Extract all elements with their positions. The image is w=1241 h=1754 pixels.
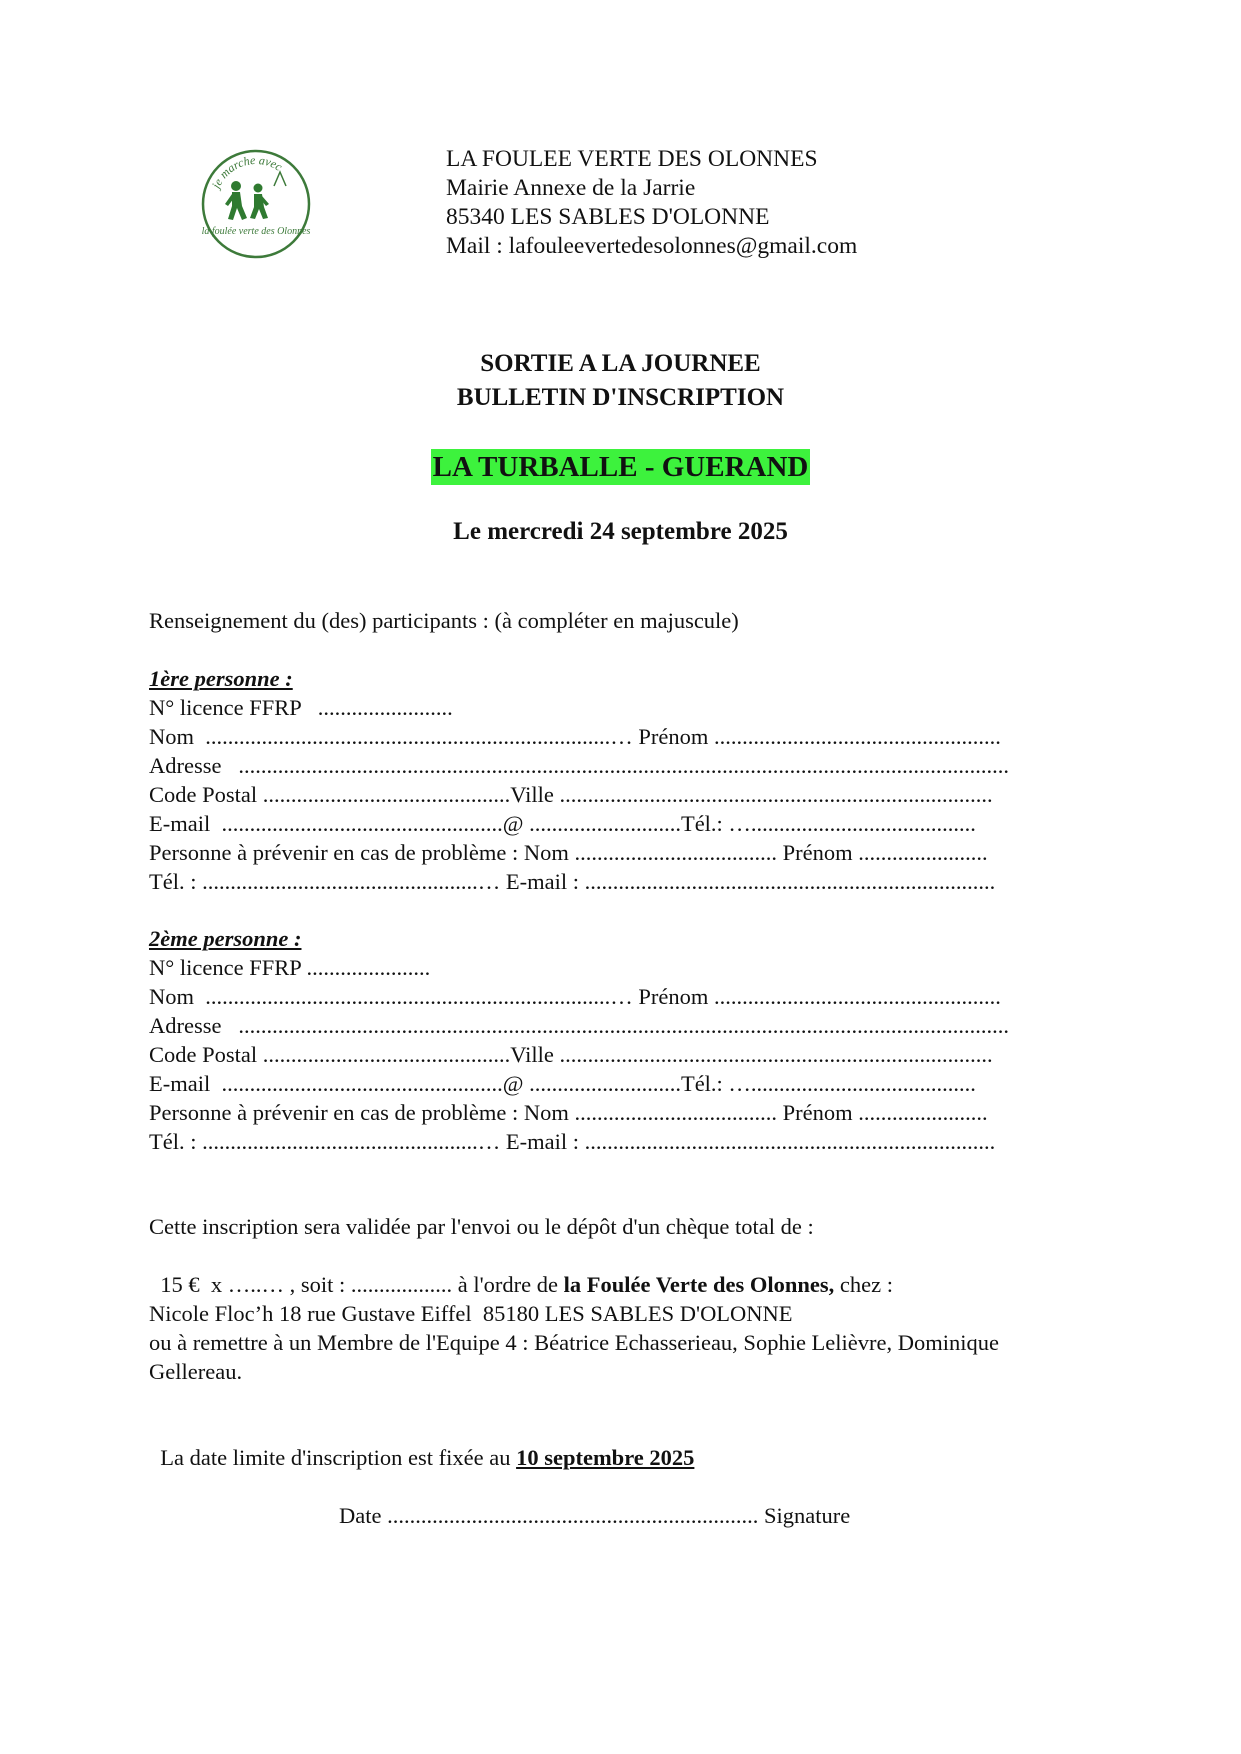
- person1-code-postal-field[interactable]: Code Postal ............................................Ville .............................................................................: [149, 782, 993, 807]
- person2-licence-field[interactable]: N° licence FFRP ......................: [149, 955, 431, 980]
- deadline-prefix: La date limite d'inscription est fixée au: [160, 1445, 517, 1470]
- payment-line1: Cette inscription sera validée par l'envoi ou le dépôt d'un chèque total de :: [149, 1214, 814, 1239]
- person2-email-field[interactable]: E-mail ..................................................@ ...........................Tél.: …........................................: [149, 1071, 976, 1096]
- destination-wrap: [0, 449, 1241, 485]
- person2-contact-field[interactable]: Personne à prévenir en cas de problème : Nom .................................... Prénom .......................: [149, 1100, 988, 1125]
- title-line2: BULLETIN D'INSCRIPTION: [456, 384, 785, 411]
- walking-people-icon: [198, 146, 314, 262]
- address-line2: 85340 LES SABLES D'OLONNE: [446, 204, 770, 230]
- person2-adresse-field[interactable]: Adresse .........................................................................................................................................: [149, 1013, 1009, 1038]
- destination-title: LA TURBALLE - GUERAND: [432, 451, 809, 483]
- event-date: Le mercredi 24 septembre 2025: [453, 518, 788, 545]
- contact-address-line2: ou à remettre à un Membre de l'Equipe 4 : Béatrice Echasserieau, Sophie Lelièvre, Dominique: [149, 1330, 999, 1355]
- payment-amount-text: 15 € x …..… , soit : .................. à l'ordre de: [160, 1272, 564, 1297]
- organization-header: [446, 145, 857, 261]
- person1-licence-field[interactable]: N° licence FFRP ........................: [149, 695, 453, 720]
- payment-line2[interactable]: [149, 1241, 893, 1299]
- contact-address-line3: Gellereau.: [149, 1359, 243, 1384]
- person1-email-field[interactable]: E-mail ..................................................@ ...........................Tél.: …........................................: [149, 811, 976, 836]
- contact-address-line1: Nicole Floc’h 18 rue Gustave Eiffel 85180 LES SABLES D'OLONNE: [149, 1301, 793, 1326]
- payee-name: la Foulée Verte des Olonnes,: [563, 1272, 835, 1297]
- deadline-date: 10 septembre 2025: [516, 1445, 695, 1470]
- payment-suffix: chez :: [834, 1272, 893, 1297]
- logo-top-text: je marche avec: [208, 152, 285, 191]
- person2-nom-field[interactable]: Nom ........................................................................… Prénom ...................................................: [149, 984, 1001, 1009]
- org-name: LA FOULEE VERTE DES OLONNES: [446, 146, 818, 172]
- org-mail: Mail : lafouleevertedesolonnes@gmail.com: [446, 233, 858, 259]
- person1-adresse-field[interactable]: Adresse .........................................................................................................................................: [149, 753, 1009, 778]
- person1-title: 1ère personne :: [149, 666, 293, 691]
- date-signature-field[interactable]: Date .................................................................. Signature: [339, 1503, 851, 1528]
- club-logo: [198, 146, 314, 262]
- person2-tel-field[interactable]: Tél. : .................................................… E-mail : .........................................................................: [149, 1129, 996, 1154]
- person2-code-postal-field[interactable]: Code Postal ............................................Ville .............................................................................: [149, 1042, 993, 1067]
- deadline-line: [149, 1414, 694, 1472]
- person1-nom-field[interactable]: Nom ........................................................................… Prénom ...................................................: [149, 724, 1001, 749]
- person1-tel-field[interactable]: Tél. : .................................................… E-mail : .........................................................................: [149, 869, 996, 894]
- intro-text: Renseignement du (des) participants : (à compléter en majuscule): [149, 608, 739, 633]
- person1-contact-field[interactable]: Personne à prévenir en cas de problème : Nom .................................... Prénom .......................: [149, 840, 988, 865]
- logo-bottom-text: la foulée verte des Olonnes: [201, 226, 311, 237]
- title-line1: SORTIE A LA JOURNEE: [480, 350, 761, 377]
- address-line1: Mairie Annexe de la Jarrie: [446, 175, 696, 201]
- person2-title: 2ème personne :: [149, 926, 302, 951]
